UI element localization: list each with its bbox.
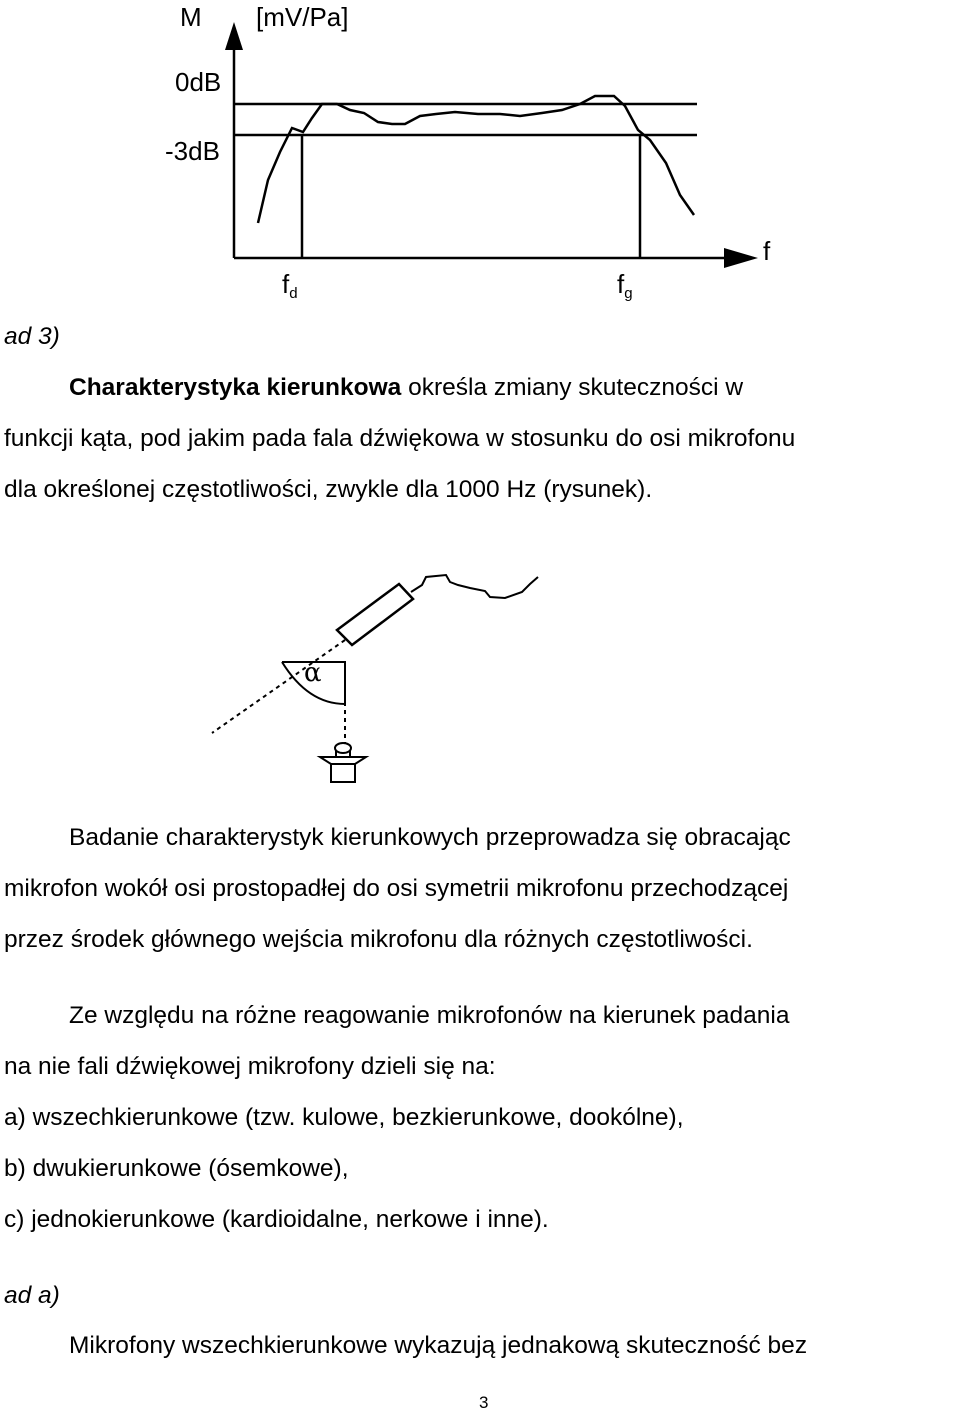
inclined-axis-dashed	[212, 640, 345, 733]
fg-label-subscript: g	[624, 285, 633, 302]
list-item-c: c) jednokierunkowe (kardioidalne, nerkowe i inne).	[4, 1206, 549, 1233]
para2-line2: mikrofon wokół osi prostopadłej do osi symetrii mikrofonu przechodzącej	[4, 875, 789, 902]
para4-line1: Mikrofony wszechkierunkowe wykazują jednakową skuteczność bez	[69, 1332, 808, 1359]
para3-line1: Ze względu na różne reagowanie mikrofonów na kierunek padania	[69, 1002, 790, 1029]
para2-line3: przez środek głównego wejścia mikrofonu dla różnych częstotliwości.	[4, 926, 753, 953]
sound-source	[320, 743, 366, 782]
angle-alpha-label: α	[304, 658, 322, 688]
page-number: 3	[479, 1393, 489, 1412]
list-item-a: a) wszechkierunkowe (tzw. kulowe, bezkierunkowe, dookólne),	[4, 1104, 684, 1131]
para1-line2: funkcji kąta, pod jakim pada fala dźwiękowa w stosunku do osi mikrofonu	[4, 425, 796, 452]
para3-line2: na nie fali dźwiękowej mikrofony dzieli się na:	[4, 1053, 496, 1080]
microphone-body	[337, 584, 413, 645]
level-0db-label: 0dB	[175, 67, 222, 97]
fd-label-subscript: d	[289, 285, 298, 302]
x-axis-label: f	[763, 236, 771, 266]
unit-label: [mV/Pa]	[256, 2, 349, 32]
para1-bold-term: Charakterystyka kierunkowa	[69, 374, 402, 401]
section-heading-ad3: ad 3)	[4, 323, 60, 350]
para1-line1-rest: określa zmiany skuteczności w	[401, 374, 744, 401]
list-item-b: b) dwukierunkowe (ósemkowe),	[4, 1155, 349, 1182]
para1-line3: dla określonej częstotliwości, zwykle dla 1000 Hz (rysunek).	[4, 476, 653, 503]
fd-label-main: f	[282, 269, 290, 299]
fg-label-main: f	[617, 269, 625, 299]
level-3db-label: -3dB	[165, 136, 220, 166]
section-heading-ada: ad a)	[4, 1282, 60, 1309]
microphone-cable	[411, 575, 538, 598]
para2-line1: Badanie charakterystyk kierunkowych przeprowadza się obracając	[69, 824, 791, 851]
y-axis-label: M	[180, 2, 202, 32]
